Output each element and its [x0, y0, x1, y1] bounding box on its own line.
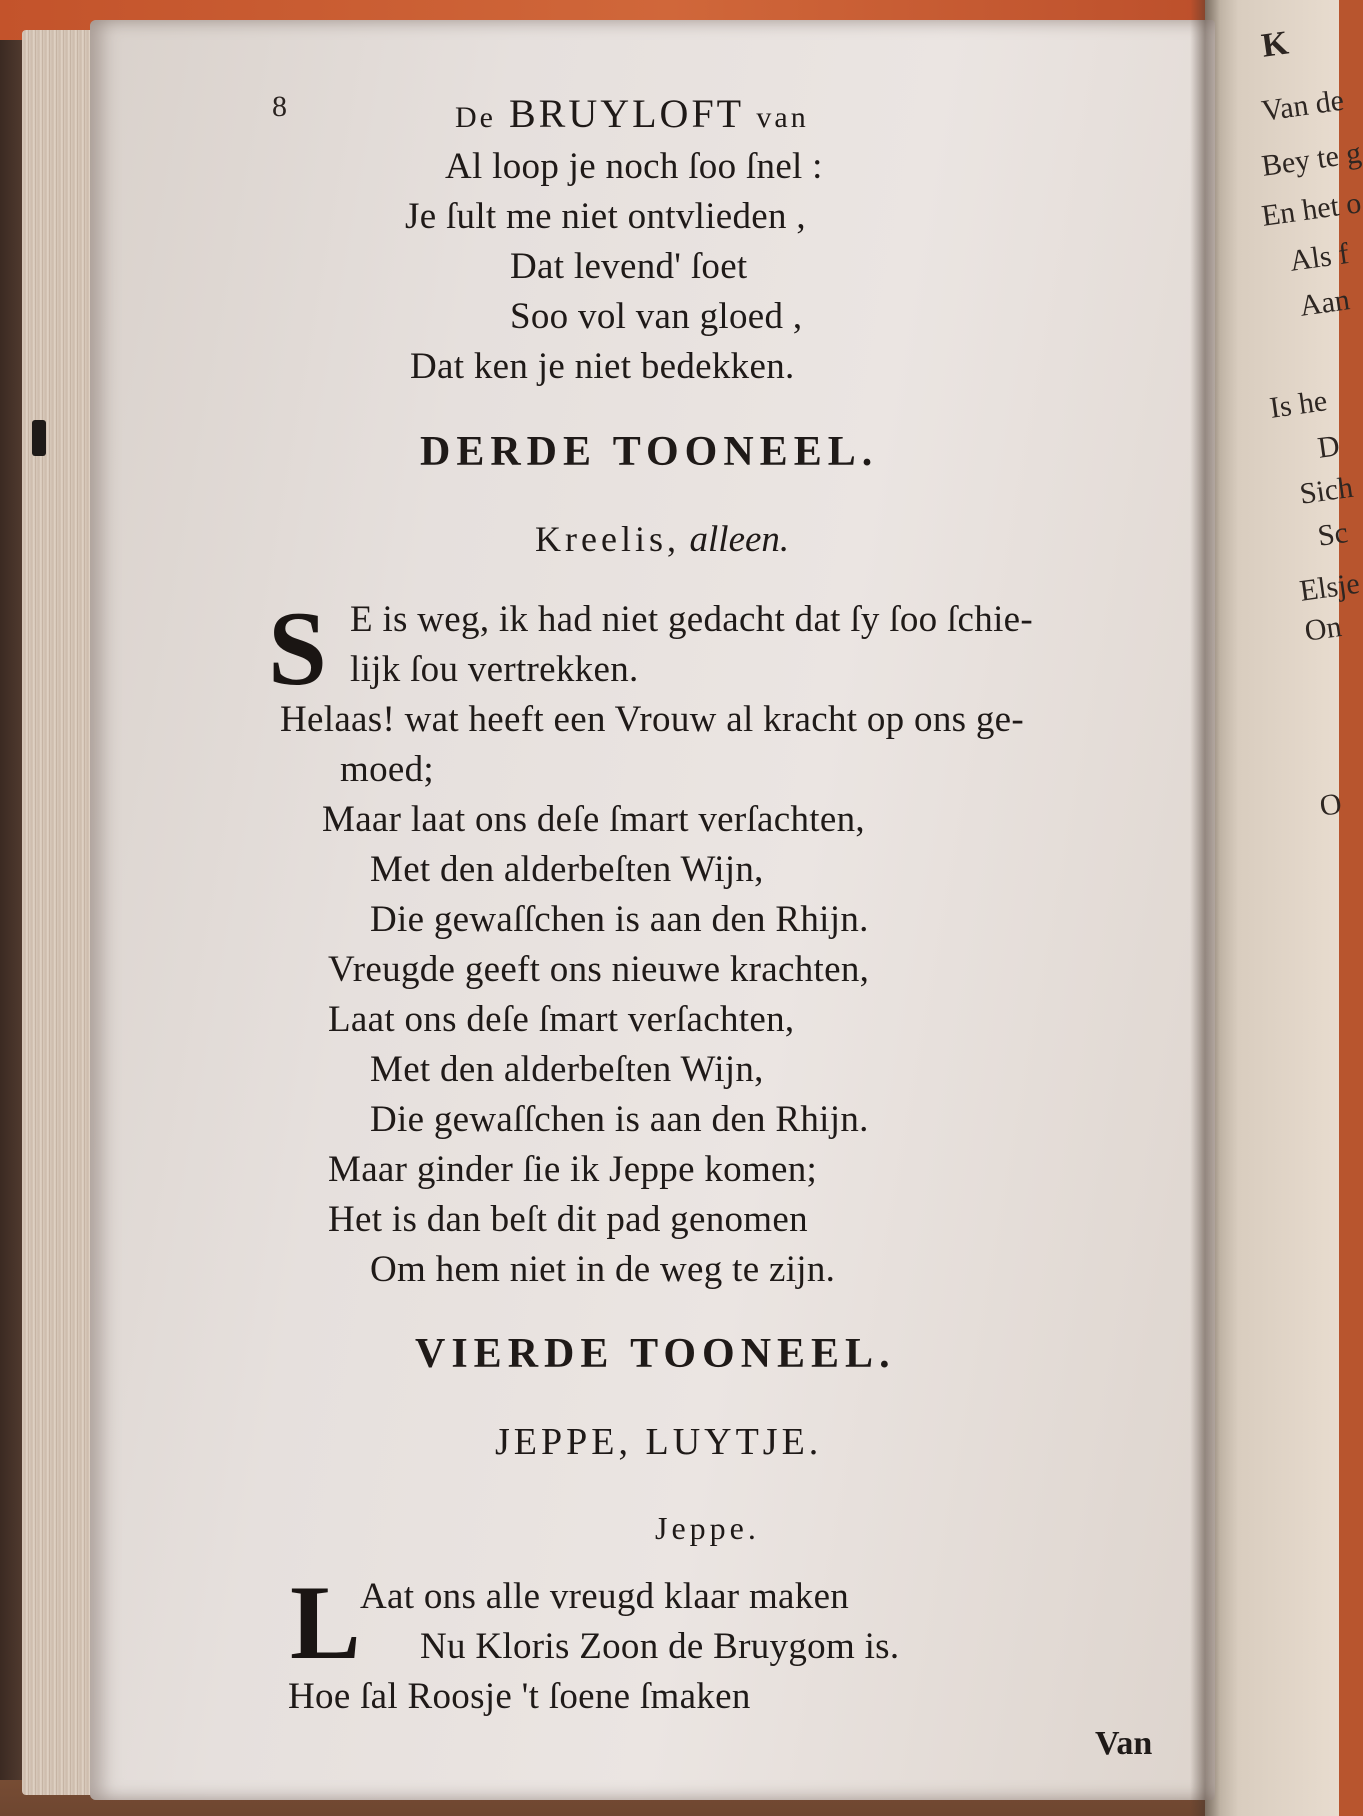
text-line: Het is dan beſt dit pad genomen: [328, 1199, 808, 1240]
facing-page-fragment: Van de: [1259, 83, 1346, 128]
running-head-main: BRUYLOFT: [508, 91, 744, 136]
speaker-line: [535, 518, 789, 561]
text-line: Maar ginder ſie ik Jeppe komen;: [328, 1149, 818, 1190]
text-line: Om hem niet in de weg te zijn.: [370, 1249, 836, 1290]
facing-page-fragment: Bey te g: [1259, 136, 1363, 183]
facing-page-fragment: Aan: [1297, 283, 1352, 323]
facing-page-fragment: On: [1302, 610, 1344, 648]
text-line: Met den alderbeſten Wijn,: [370, 849, 764, 890]
text-line: lijk ſou vertrekken.: [350, 649, 639, 690]
facing-page-fragment: Is he: [1267, 384, 1330, 425]
text-line: Maar laat ons deſe ſmart verſachten,: [322, 799, 865, 840]
facing-page-fragment: D: [1315, 429, 1342, 465]
verse-line: Dat levend' ſoet: [510, 246, 748, 287]
facing-page-fragment: Elsje: [1297, 566, 1362, 608]
drop-cap: L: [290, 1564, 361, 1681]
running-head-small: De: [455, 101, 496, 134]
text-line: moed;: [340, 749, 434, 790]
verse-line: Je ſult me niet ontvlieden ,: [405, 196, 806, 237]
running-head: [455, 90, 809, 137]
facing-page-fragment: Sich: [1297, 470, 1356, 511]
facing-page-fragment: En het o: [1259, 186, 1363, 233]
facing-page-fragment: K: [1259, 24, 1291, 65]
text-line: Met den alderbeſten Wijn,: [370, 1049, 764, 1090]
speaker-name: Jeppe.: [655, 1510, 760, 1546]
scene-heading: VIERDE TOONEEL.: [415, 1331, 896, 1377]
speaker-name: Kreelis,: [535, 519, 680, 559]
verse-line: Dat ken je niet bedekken.: [410, 346, 795, 387]
stage-direction: alleen.: [689, 519, 790, 560]
text-line: Aat ons alle vreugd klaar maken: [360, 1576, 850, 1617]
drop-cap: S: [268, 590, 327, 707]
text-line: E is weg, ik had niet gedacht dat ſy ſoo ſchie-: [350, 599, 1033, 640]
text-line: Helaas! wat heeft een Vrouw al kracht op ons ge-: [280, 699, 1025, 740]
running-head-tail: van: [756, 101, 809, 134]
verse-line: Soo vol van gloed ,: [510, 296, 803, 337]
scene-heading: DERDE TOONEEL.: [420, 429, 879, 475]
text-line: Hoe ſal Roosje 't ſoene ſmaken: [288, 1676, 751, 1717]
spine-mark: [32, 420, 46, 456]
text-line: Vreugde geeft ons nieuwe krachten,: [328, 949, 870, 990]
page-gutter-shadow: [1190, 0, 1220, 1816]
facing-page-fragment: O: [1317, 787, 1344, 823]
text-line: Die gewaſſchen is aan den Rhijn.: [370, 1099, 869, 1140]
page-number: 8: [272, 90, 287, 123]
text-line: Laat ons deſe ſmart verſachten,: [328, 999, 795, 1040]
text-line: Die gewaſſchen is aan den Rhijn.: [370, 899, 869, 940]
character-list: JEPPE, LUYTJE.: [495, 1421, 823, 1463]
verse-line: Al loop je noch ſoo ſnel :: [445, 146, 823, 187]
facing-page-fragment: Sc: [1315, 515, 1350, 553]
text-line: Nu Kloris Zoon de Bruygom is.: [420, 1626, 900, 1667]
catchword: Van: [1095, 1725, 1153, 1762]
facing-page-fragment: Als f: [1287, 236, 1351, 278]
